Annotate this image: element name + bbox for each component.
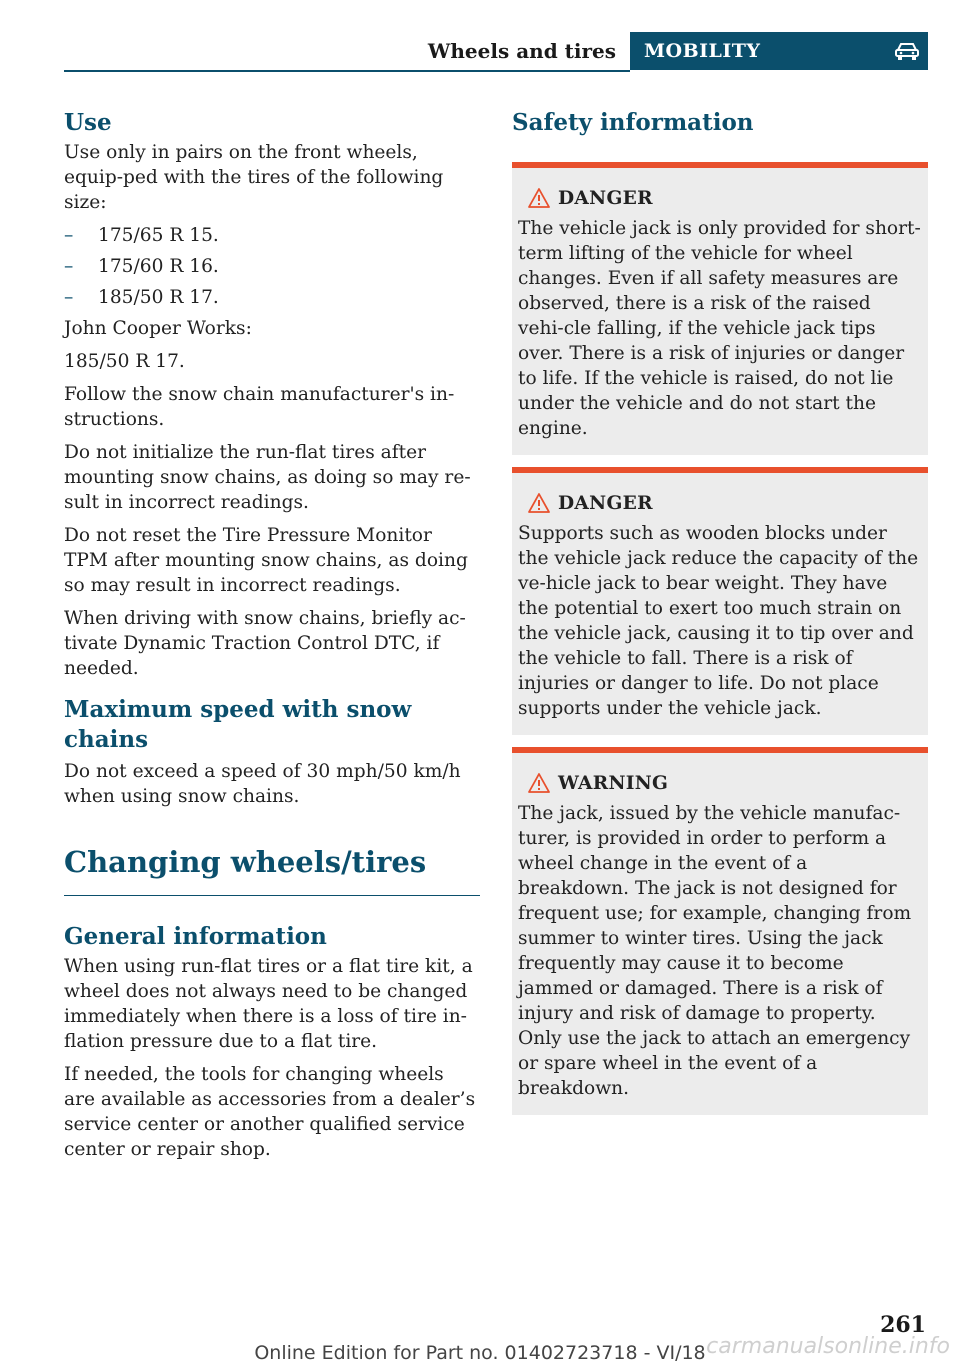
chapter-tab: [630, 32, 928, 70]
use-heading: Use: [64, 109, 112, 136]
list-item-text: 175/60 R 16.: [98, 256, 219, 277]
general-heading: General information: [64, 923, 327, 950]
notice-level: DANGER: [558, 493, 653, 514]
notice-text: The jack, issued by the vehicle manufac-turer, is provided in order to perform a wheel change in the event of a breakdown. The jack is not designed for frequent use; for example, changing from summer to winter tires. Using the jack frequently may cause it to become jammed or damaged. There is a risk of injury and risk of damage to property. Only use the jack to attach an emergency or spare wheel in the event of a breakdown.: [518, 803, 912, 1099]
dash-bullet: –: [64, 287, 74, 308]
warning-triangle-icon: [528, 773, 550, 793]
notice-level: WARNING: [558, 773, 669, 794]
header-rule: [64, 70, 630, 72]
notice-title: [518, 491, 922, 517]
notice-text: The vehicle jack is only provided for short-term lifting of the vehicle for wheel changes. Even if all safety measures are observed, there is a risk of the raised vehi-cle falling, if the vehicle jack tips over. There is a risk of injuries or danger to life. If the vehicle is raised, do not lie under the vehicle and do not start the engine.: [518, 218, 921, 439]
general-paragraph-2: If needed, the tools for changing wheels are available as accessories from a dealer’s service center or another qualified service center or repair shop.: [64, 1064, 476, 1160]
general-paragraph-1: When using run-flat tires or a flat tire kit, a wheel does not always need to be changed immediately when there is a loss of tire in-flation pressure due to a flat tire.: [64, 956, 473, 1052]
watermark: carmanualsonline.info: [706, 1334, 950, 1359]
edition-footer: Online Edition for Part no. 01402723718 - VI/18: [254, 1342, 706, 1364]
warning-triangle-icon: [528, 188, 550, 208]
notice-title: [518, 771, 922, 797]
notice-title: [518, 186, 922, 212]
notice-text: Supports such as wooden blocks under the vehicle jack reduce the capacity of the ve-hicle jack to bear weight. They have the potential to exert too much strain on the vehicle jack, causing it to tip over and the vehicle to fall. There is a risk of injuries or danger to life. Do not place supports under the vehicle jack.: [518, 523, 919, 719]
list-item-text: 185/50 R 17.: [98, 287, 219, 308]
notice-level: DANGER: [558, 188, 653, 209]
warning-notice: [512, 747, 928, 1115]
dash-bullet: –: [64, 256, 74, 277]
paragraph-runflat: Do not initialize the run-flat tires after mounting snow chains, as doing so may re-sult in incorrect readings.: [64, 442, 471, 513]
jcw-label: John Cooper Works:: [64, 318, 252, 339]
section-rule: [64, 895, 480, 896]
page-header: [64, 32, 928, 70]
paragraph-follow: Follow the snow chain manufacturer's in-structions.: [64, 384, 455, 430]
maxspeed-heading: Maximum speed with snow chains: [64, 696, 412, 753]
use-intro: Use only in pairs on the front wheels, equip-ped with the tires of the following size:: [64, 142, 444, 213]
list-item-text: 175/65 R 15.: [98, 225, 219, 246]
left-column: [64, 108, 480, 1170]
page-number: 261: [880, 1312, 926, 1338]
list-item: [64, 254, 480, 279]
list-item: [64, 223, 480, 248]
danger-notice-2: [512, 467, 928, 735]
tire-size-list: [64, 223, 480, 310]
list-item: [64, 285, 480, 310]
notice-spacer: [512, 735, 928, 747]
right-column: [512, 108, 928, 1115]
maxspeed-text: Do not exceed a speed of 30 mph/50 km/h when using snow chains.: [64, 761, 461, 807]
dash-bullet: –: [64, 225, 74, 246]
danger-notice-1: [512, 162, 928, 455]
paragraph-dtc: When driving with snow chains, briefly ac-tivate Dynamic Traction Control DTC, if needed.: [64, 608, 466, 679]
warning-triangle-icon: [528, 493, 550, 513]
section-title: Wheels and tires: [427, 39, 616, 63]
car-icon: [894, 41, 920, 61]
chapter-title: MOBILITY: [644, 40, 761, 62]
safety-heading: Safety information: [512, 109, 754, 136]
notice-spacer: [512, 455, 928, 467]
changing-heading: Changing wheels/tires: [64, 845, 427, 879]
paragraph-tpm: Do not reset the Tire Pressure Monitor TPM after mounting snow chains, as doing so may result in incorrect readings.: [64, 525, 468, 596]
jcw-size: 185/50 R 17.: [64, 351, 185, 372]
